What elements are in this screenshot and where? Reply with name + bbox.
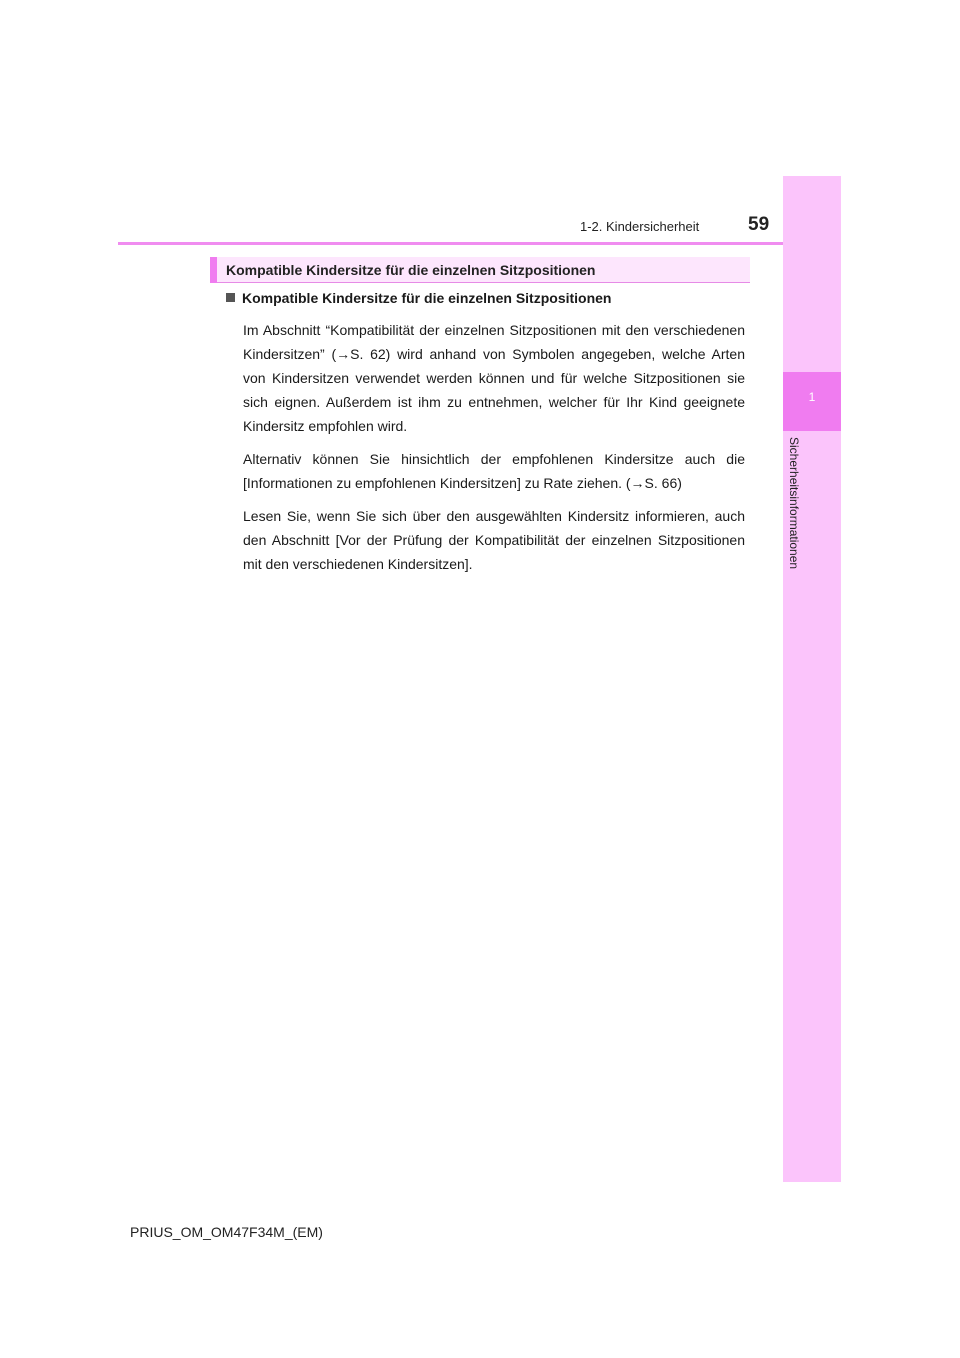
square-bullet-icon [226, 293, 235, 302]
subsection-title: Kompatible Kindersitze für die einzelnen Sitzpositionen [242, 290, 612, 306]
chapter-side-tab [783, 176, 841, 1182]
paragraph: Alternativ können Sie hinsichtlich der empfohlenen Kindersitze auch die [Informationen zu empfohlenen Kindersitzen] zu Rate ziehen. (→S. 66) [243, 451, 745, 491]
paragraph: Im Abschnitt “Kompatibilität der einzelnen Sitzpositionen mit den verschiedenen Kindersitzen” (→S. 62) wird anhand von Symbolen angegeben, welche Arten von Kindersitzen verwendet werden können und für welche Sitzpositionen sie sich eignen. Außerdem ist ihm zu entnehmen, welcher für Ihr Kind geeignete Kindersitz empfohlen wird. [243, 322, 745, 434]
document-code-footer: PRIUS_OM_OM47F34M_(EM) [130, 1224, 323, 1240]
header-rule [118, 242, 841, 245]
running-header-section: 1-2. Kindersicherheit [580, 219, 700, 234]
body-text [243, 318, 745, 585]
chapter-title: Sicherheitsinformationen [787, 437, 801, 570]
subsection-heading [226, 290, 611, 306]
paragraph: Lesen Sie, wenn Sie sich über den ausgewählten Kindersitz informieren, auch den Abschnitt [Vor der Prüfung der Kompatibilität der einzelnen Sitzpositionen mit den verschiedenen Kindersitzen]. [243, 508, 745, 572]
page-number: 59 [748, 214, 770, 235]
chapter-number: 1 [808, 390, 816, 404]
section-header-marker [210, 257, 217, 283]
section-header [210, 257, 750, 283]
section-title: Kompatible Kindersitze für die einzelnen Sitzpositionen [226, 262, 596, 278]
